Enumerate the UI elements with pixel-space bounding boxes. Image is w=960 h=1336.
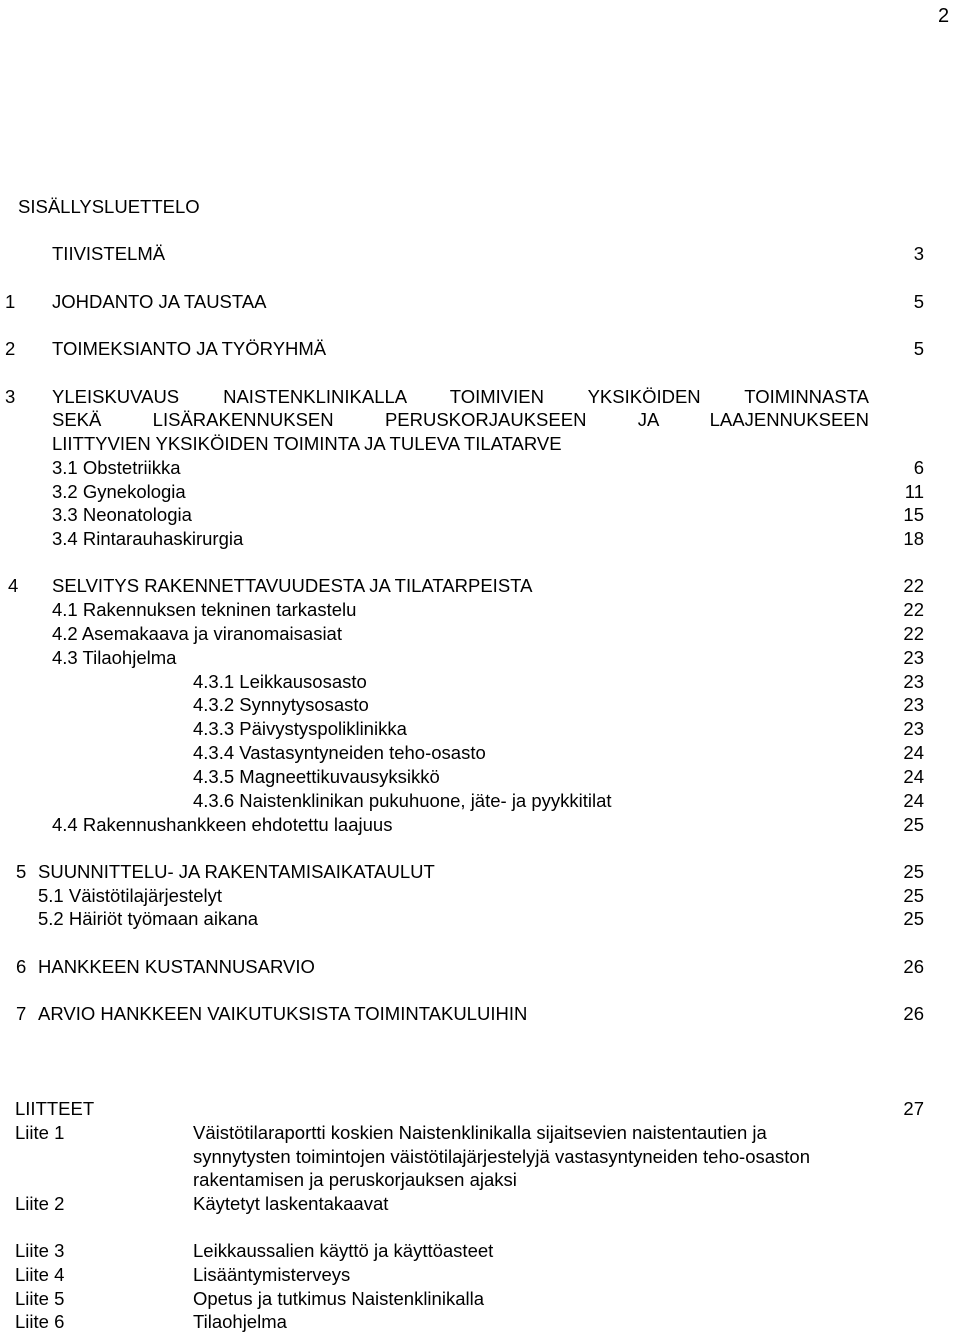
toc-section-number: 4	[8, 575, 19, 596]
toc-sub-entry: 3.3 Neonatologia	[52, 504, 192, 525]
toc-subsub-page: 24	[903, 790, 924, 811]
toc-subsub-entry: 4.3.5 Magneettikuvausyksikkö	[193, 766, 440, 787]
toc-subsub-page: 23	[903, 718, 924, 739]
toc-title: SISÄLLYSLUETTELO	[18, 196, 200, 217]
toc-entry-yleiskuvaus-line2: SEKÄ LISÄRAKENNUKSEN PERUSKORJAUKSEEN JA LAAJENNUKSEEN	[52, 409, 869, 430]
toc-sub-page: 25	[903, 885, 924, 906]
toc-entry-yleiskuvaus-line3: LIITTYVIEN YKSIKÖIDEN TOIMINTA JA TULEVA TILATARVE	[52, 433, 562, 454]
toc-sub-entry: 4.1 Rakennuksen tekninen tarkastelu	[52, 599, 357, 620]
toc-sub-page: 23	[903, 647, 924, 668]
toc-sub-page: 6	[913, 457, 924, 478]
toc-section-number: 3	[5, 386, 16, 407]
toc-sub-entry: 4.2 Asemakaava ja viranomaisasiat	[52, 623, 342, 644]
liite-label: Liite 5	[15, 1288, 65, 1309]
page-number: 2	[938, 5, 950, 27]
liite-description: Leikkaussalien käyttö ja käyttöasteet	[193, 1240, 494, 1261]
toc-section-number: 1	[5, 291, 16, 312]
toc-subsub-entry: 4.3.4 Vastasyntyneiden teho-osasto	[193, 742, 486, 763]
toc-page-arvio: 26	[903, 1003, 924, 1024]
liite-label: Liite 1	[15, 1122, 65, 1143]
toc-sub-page: 25	[903, 814, 924, 835]
toc-entry-johdanto: JOHDANTO JA TAUSTAA	[52, 291, 267, 312]
toc-page-tiivistelma: 3	[913, 243, 924, 264]
toc-subsub-entry: 4.3.1 Leikkausosasto	[193, 671, 367, 692]
liite-description: Väistötilaraportti koskien Naistenklinikalla sijaitsevien naistentautien ja	[193, 1122, 767, 1143]
liite-label: Liite 4	[15, 1264, 65, 1285]
toc-subsub-entry: 4.3.3 Päivystyspoliklinikka	[193, 718, 407, 739]
toc-sub-page: 11	[904, 481, 924, 502]
toc-section-number: 5	[16, 861, 27, 882]
toc-sub-entry: 4.3 Tilaohjelma	[52, 647, 177, 668]
toc-sub-entry: 4.4 Rakennushankkeen ehdotettu laajuus	[52, 814, 393, 835]
toc-entry-suunnittelu: SUUNNITTELU- JA RAKENTAMISAIKATAULUT	[38, 861, 435, 882]
toc-page-suunnittelu: 25	[903, 861, 924, 882]
toc-sub-page: 18	[903, 528, 924, 549]
toc-subsub-page: 24	[903, 766, 924, 787]
toc-sub-page: 15	[903, 504, 924, 525]
toc-page-johdanto: 5	[913, 291, 924, 312]
toc-entry-selvitys: SELVITYS RAKENNETTAVUUDESTA JA TILATARPEISTA	[52, 575, 533, 596]
liitteet-page: 27	[903, 1098, 924, 1119]
toc-entry-tiivistelma: TIIVISTELMÄ	[52, 243, 166, 264]
toc-sub-page: 22	[903, 599, 924, 620]
liite-description: rakentamisen ja peruskorjauksen ajaksi	[193, 1169, 517, 1190]
toc-sub-entry: 5.1 Väistötilajärjestelyt	[38, 885, 223, 906]
toc-subsub-entry: 4.3.2 Synnytysosasto	[193, 694, 369, 715]
toc-sub-page: 25	[903, 908, 924, 929]
liitteet-title: LIITTEET	[15, 1098, 95, 1119]
toc-entry-yleiskuvaus-line1: YLEISKUVAUS NAISTENKLINIKALLA TOIMIVIEN YKSIKÖIDEN TOIMINNASTA	[52, 386, 869, 407]
toc-subsub-entry: 4.3.6 Naistenklinikan pukuhuone, jäte- ja pyykkitilat	[193, 790, 612, 811]
liite-description: Lisääntymisterveys	[193, 1264, 351, 1285]
toc-subsub-page: 23	[903, 671, 924, 692]
liite-description: Tilaohjelma	[193, 1311, 287, 1332]
liite-label: Liite 3	[15, 1240, 65, 1261]
liite-description: Opetus ja tutkimus Naistenklinikalla	[193, 1288, 484, 1309]
toc-sub-entry: 3.2 Gynekologia	[52, 481, 186, 502]
liite-label: Liite 2	[15, 1193, 65, 1214]
toc-sub-entry: 3.4 Rintarauhaskirurgia	[52, 528, 244, 549]
toc-page-toimeksianto: 5	[913, 338, 924, 359]
toc-entry-kustannusarvio: HANKKEEN KUSTANNUSARVIO	[38, 956, 315, 977]
toc-page-kustannusarvio: 26	[903, 956, 924, 977]
toc-subsub-page: 23	[903, 694, 924, 715]
liite-label: Liite 6	[15, 1311, 65, 1332]
toc-subsub-page: 24	[903, 742, 924, 763]
liite-description: Käytetyt laskentakaavat	[193, 1193, 389, 1214]
toc-page-selvitys: 22	[903, 575, 924, 596]
toc-entry-toimeksianto: TOIMEKSIANTO JA TYÖRYHMÄ	[52, 338, 327, 359]
toc-sub-entry: 5.2 Häiriöt työmaan aikana	[38, 908, 259, 929]
toc-section-number: 2	[5, 338, 16, 359]
toc-sub-page: 22	[903, 623, 924, 644]
toc-entry-arvio: ARVIO HANKKEEN VAIKUTUKSISTA TOIMINTAKULUIHIN	[38, 1003, 528, 1024]
toc-sub-entry: 3.1 Obstetriikka	[52, 457, 181, 478]
toc-section-number: 6	[16, 956, 27, 977]
liite-description: synnytysten toimintojen väistötilajärjestelyjä vastasyntyneiden teho-osaston	[193, 1146, 810, 1167]
toc-section-number: 7	[16, 1003, 27, 1024]
